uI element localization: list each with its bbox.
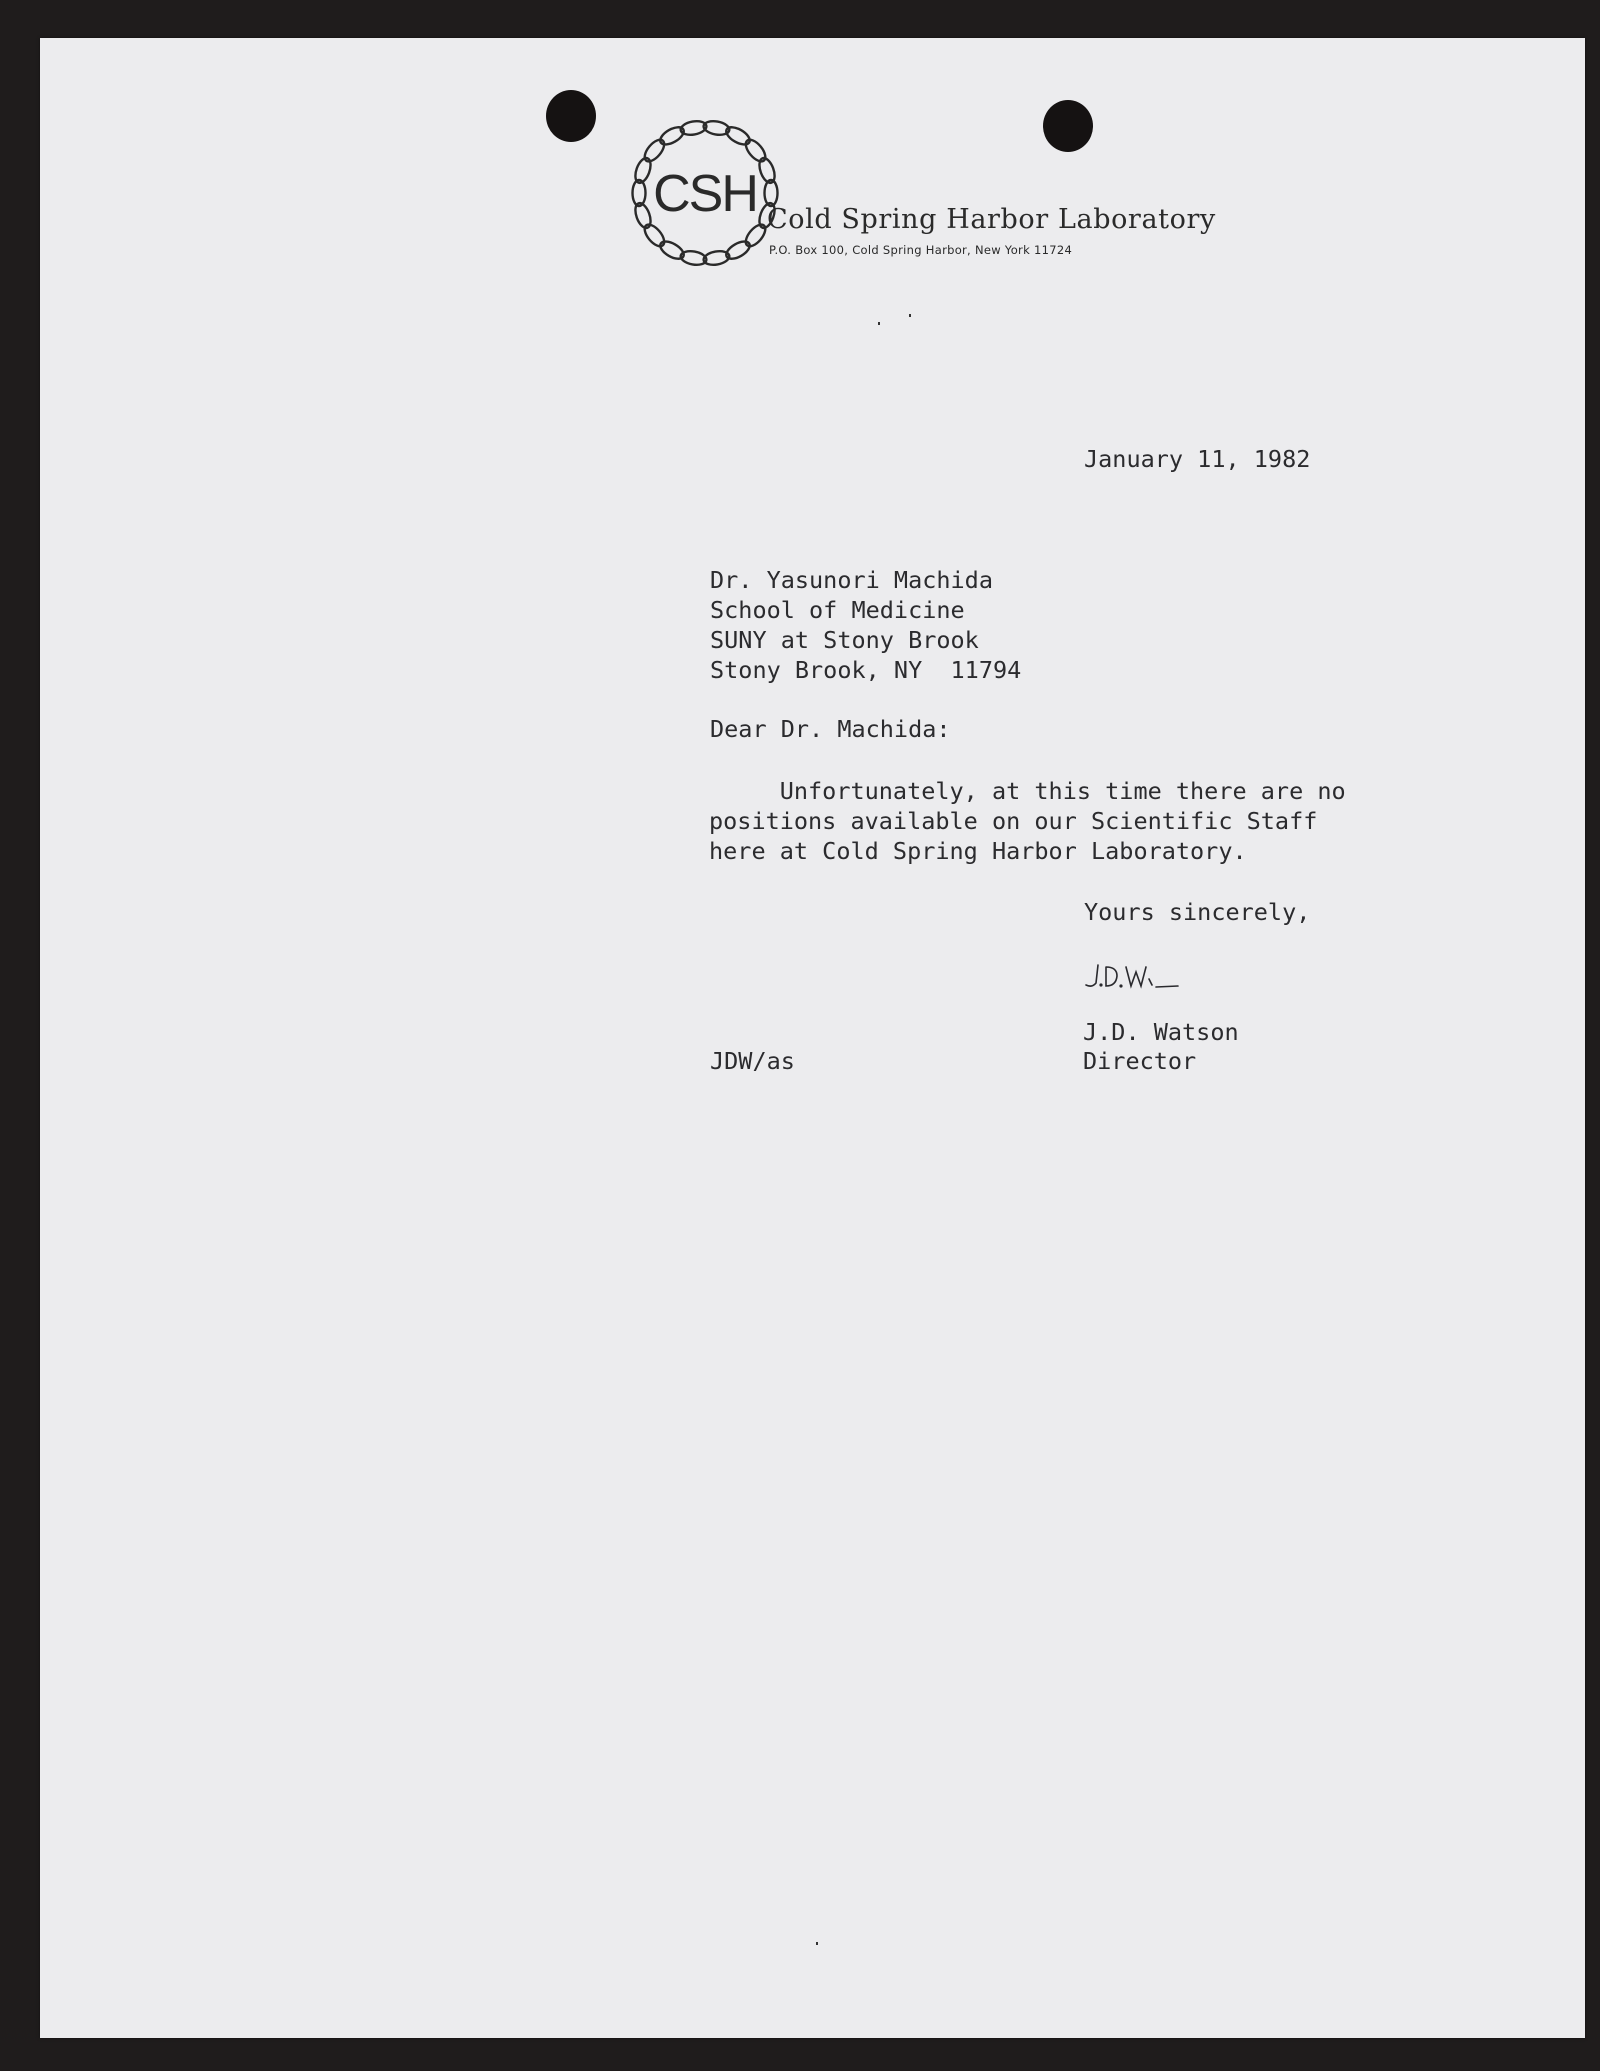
wreath-link bbox=[742, 136, 769, 164]
letter-page bbox=[40, 38, 1585, 2038]
recipient-line: School of Medicine bbox=[710, 596, 965, 624]
punch-hole-left bbox=[546, 90, 596, 142]
organization-address: P.O. Box 100, Cold Spring Harbor, New York 11724 bbox=[769, 243, 1073, 257]
signer-title: Director bbox=[1083, 1047, 1197, 1075]
punch-hole-right bbox=[1043, 100, 1093, 152]
recipient-name: Dr. Yasunori Machida bbox=[710, 566, 993, 594]
salutation: Dear Dr. Machida: bbox=[710, 715, 951, 743]
wreath-link bbox=[641, 221, 668, 249]
wreath-link bbox=[657, 238, 686, 262]
body-line: Unfortunately, at this time there are no bbox=[709, 777, 1346, 805]
paper-speck bbox=[878, 322, 880, 325]
paper-speck bbox=[909, 314, 911, 317]
organization-name: Cold Spring Harbor Laboratory bbox=[767, 204, 1216, 235]
handwritten-signature bbox=[1082, 955, 1222, 997]
csh-logo-icon bbox=[610, 98, 800, 288]
recipient-line: SUNY at Stony Brook bbox=[710, 626, 979, 654]
reference-initials: JDW/as bbox=[710, 1047, 795, 1075]
recipient-address bbox=[710, 565, 1021, 685]
wreath-link bbox=[742, 221, 769, 249]
closing: Yours sincerely, bbox=[1084, 898, 1311, 926]
wreath-link bbox=[723, 124, 752, 148]
body-line: here at Cold Spring Harbor Laboratory. bbox=[709, 837, 1247, 865]
body-paragraph bbox=[709, 776, 1346, 866]
logo-text: CSH bbox=[653, 165, 757, 223]
paper-speck bbox=[816, 1942, 818, 1945]
signer-name: J.D. Watson bbox=[1083, 1018, 1239, 1046]
letter-date: January 11, 1982 bbox=[1084, 445, 1311, 473]
body-line: positions available on our Scientific Staff bbox=[709, 807, 1318, 835]
wreath-link bbox=[641, 136, 668, 164]
wreath-link bbox=[756, 156, 777, 185]
recipient-line: Stony Brook, NY 11794 bbox=[710, 656, 1022, 684]
